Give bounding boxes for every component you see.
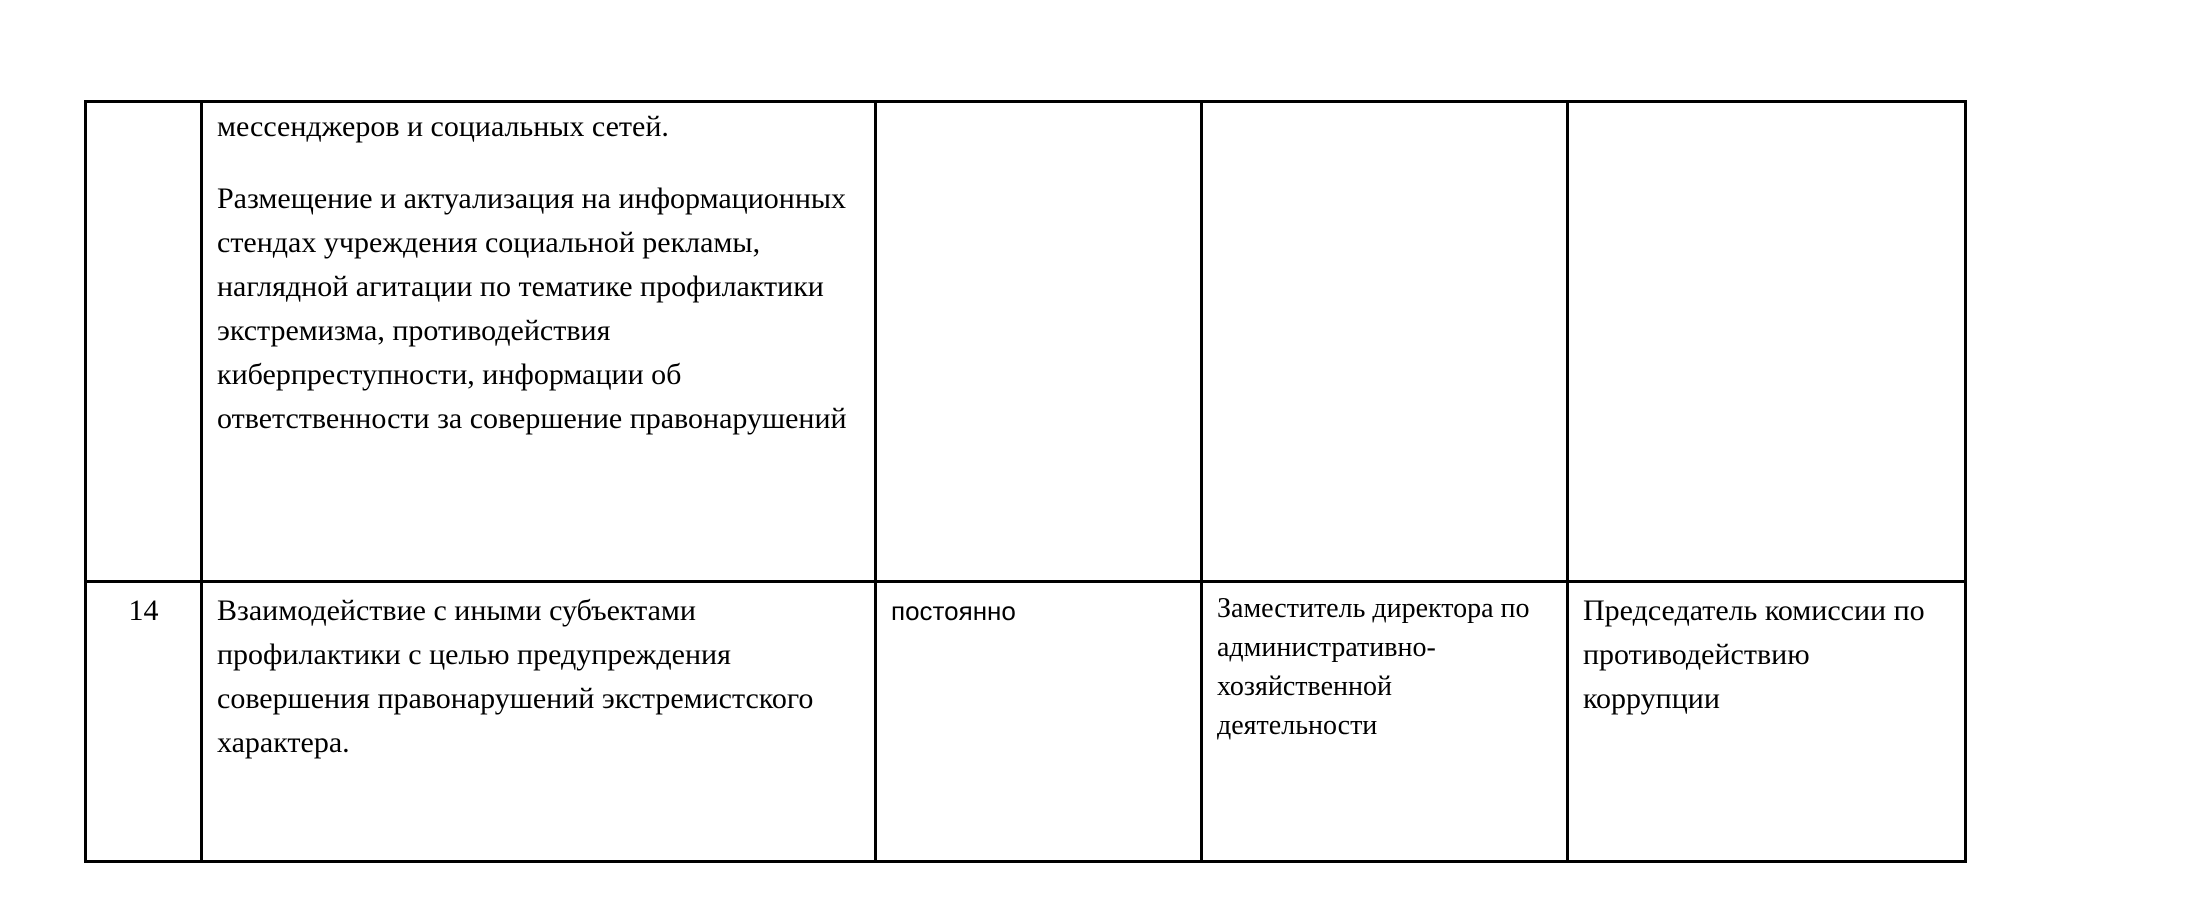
description-paragraph: Взаимодействие с иными субъектами профилактики с целью предупреждения совершения правонарушений экстремистского характера. (217, 594, 814, 759)
description-paragraph: Размещение и актуализация на информационных стендах учреждения социальной рекламы, наглядной агитации по тематике профилактики экстремизма, противодействия киберпреступности, информации об ответственности за совершение правонарушений (217, 182, 847, 435)
row-number: 14 (128, 594, 159, 627)
description-text (203, 105, 874, 441)
term-cell (876, 582, 1202, 862)
table-row (86, 582, 1966, 862)
control-cell (1568, 582, 1966, 862)
control-text (1569, 103, 1964, 109)
row-number (87, 103, 200, 109)
description-cell (202, 582, 876, 862)
description-cell (202, 102, 876, 582)
number-cell (86, 102, 202, 582)
control-text: Председатель комиссии по противодействию коррупции (1583, 594, 1925, 715)
term-text (877, 103, 1200, 113)
responsible-cell (1202, 582, 1568, 862)
number-cell (86, 582, 202, 862)
description-text (203, 583, 874, 765)
term-cell (876, 102, 1202, 582)
term-text: постоянно (891, 596, 1016, 626)
plan-table (84, 100, 1967, 863)
responsible-text (1203, 103, 1566, 109)
description-paragraph: мессенджеров и социальных сетей. (217, 110, 669, 143)
control-cell (1568, 102, 1966, 582)
table-row (86, 102, 1966, 582)
responsible-cell (1202, 102, 1568, 582)
responsible-text: Заместитель директора по административно-хозяйственной деятельности (1217, 593, 1530, 741)
